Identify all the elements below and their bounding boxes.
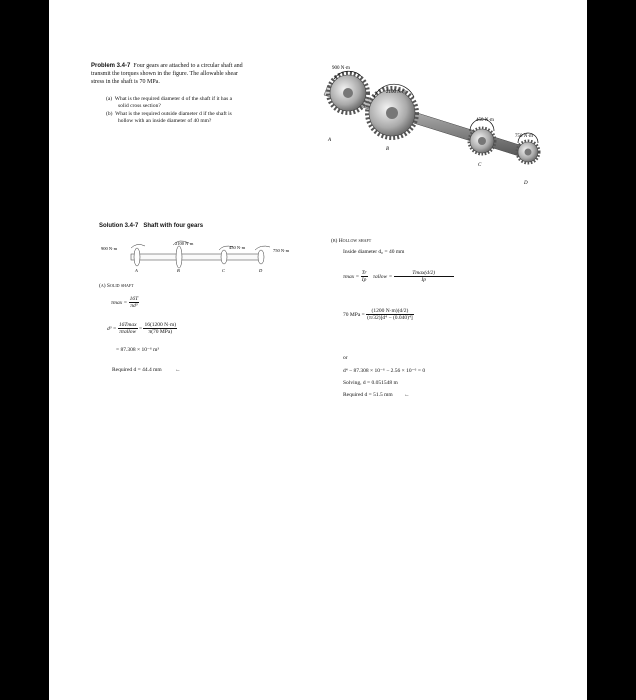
part-b-tau-allow-lhs: τallow = — [373, 273, 393, 280]
part-a-d3-result: = 87.308 × 10⁻⁶ m³ — [116, 347, 160, 353]
statement-line-2: transmit the torques shown in the figure. The allowable shear — [91, 71, 238, 77]
fig1-torque-c: 450 N·m — [476, 118, 494, 123]
schematic-gear-c-icon — [221, 250, 227, 264]
part-b-stress-den: (π/32)[d⁴ − (0.040)⁴] — [367, 315, 413, 321]
fig2-torque-a: 900 N·m — [101, 246, 118, 251]
part-a-d3-formula — [107, 322, 177, 335]
part-b-solving: Solving, d = 0.051548 m — [343, 380, 398, 386]
fig1-torque-d: 750 N·m — [515, 134, 533, 139]
part-a-d3-num2: 16(1200 N·m) — [144, 322, 177, 328]
part-a-tau-num: 16T — [129, 296, 139, 302]
part-a-line-1: What is the required diameter d of the shaft if it has a — [114, 96, 233, 102]
part-b-quartic-equation: d⁴ − 87.308 × 10⁻⁶ − 2.56 × 10⁻⁶ = 0 — [343, 368, 426, 374]
fig1-torque-b: 2100 N·m — [386, 90, 407, 95]
schematic-gear-a-icon — [134, 248, 140, 266]
part-b-label: (b) — [106, 111, 113, 117]
fig1-point-d: D — [524, 181, 528, 186]
part-b-tau-den: Ip — [361, 277, 367, 283]
part-a-d3-den2: π(70 MPa) — [148, 329, 173, 335]
part-a-d3-num1: 16Tmax — [118, 322, 137, 328]
part-b-line-2: hollow with an inside diameter of 40 mm? — [118, 118, 212, 124]
part-a-d3-eq: = — [138, 325, 143, 332]
schematic-gear-d-icon — [258, 250, 264, 264]
textbook-page — [49, 0, 587, 700]
part-b-required — [343, 392, 410, 398]
part-b-tau-formulas — [343, 270, 454, 283]
part-a-d3-den1: πτallow — [119, 329, 137, 335]
part-b-or: or — [343, 355, 348, 361]
part-a-required — [112, 367, 181, 373]
gear-d-icon — [517, 141, 539, 163]
fig2-point-d: D — [259, 268, 263, 273]
part-a-tau-lhs: τmax = — [111, 299, 128, 306]
part-a-question — [106, 96, 232, 110]
fig1-point-b: B — [386, 147, 390, 152]
solution-heading — [99, 223, 203, 229]
part-a-answer-arrow-icon: ← — [175, 367, 181, 373]
fig2-torque-b: 2100 N·m — [175, 241, 194, 246]
part-b-stress-lhs: 70 MPa = — [343, 311, 365, 318]
part-b-answer-arrow-icon: ← — [404, 392, 410, 398]
part-a-tau-den: πd³ — [130, 303, 138, 309]
part-b-required-value: Required d = 51.5 mm — [343, 392, 393, 398]
part-b-tau-allow-den: Ip — [421, 277, 426, 283]
fig2-torque-d: 750 N·m — [273, 248, 290, 253]
part-b-stress-num: (1200 N·m)(d/2) — [366, 308, 414, 315]
part-b-heading: (b) Hollow shaft — [331, 238, 372, 244]
part-a-heading: (a) Solid shaft — [99, 283, 134, 289]
part-a-required-value: Required d = 44.4 mm — [112, 367, 162, 373]
part-a-tau-formula — [111, 296, 139, 309]
part-b-tau-num: Tr — [361, 270, 367, 276]
part-b-inside-diameter: Inside diameter d₀ = 40 mm — [343, 249, 405, 255]
part-a-line-2: solid cross section? — [118, 103, 161, 109]
part-b-line-1: What is the required outside diameter d if the shaft is — [115, 111, 232, 117]
fig2-point-a: A — [135, 268, 138, 273]
problem-statement — [91, 62, 313, 86]
shaft-schematic-figure — [93, 236, 313, 280]
fig1-point-c: C — [478, 163, 482, 168]
problem-number: Problem 3.4-7 — [91, 63, 131, 69]
statement-line-3: stress in the shaft is 70 MPa. — [91, 79, 160, 85]
part-a-label: (a) — [106, 96, 113, 102]
part-b-question — [106, 111, 232, 125]
fig2-point-b: B — [177, 268, 180, 273]
statement-line-1: Four gears are attached to a circular shaft and — [133, 63, 243, 69]
part-b-stress-equation — [343, 308, 414, 321]
schematic-shaft-icon — [131, 254, 261, 260]
fig1-torque-a: 900 N·m — [332, 66, 350, 71]
solution-subtitle: Shaft with four gears — [143, 223, 204, 229]
part-a-d3-lhs: d³ = — [107, 325, 117, 332]
fig1-point-a: A — [328, 138, 332, 143]
fig2-torque-c: 450 N·m — [229, 245, 246, 250]
gear-shaft-figure — [314, 55, 544, 195]
part-b-tau-lhs: τmax = — [343, 273, 360, 280]
part-b-tau-allow-num: Tmax(d/2) — [394, 270, 454, 277]
schematic-gear-b-icon — [176, 246, 182, 268]
fig2-point-c: C — [222, 268, 226, 273]
solution-title: Solution 3.4-7 — [99, 223, 139, 229]
